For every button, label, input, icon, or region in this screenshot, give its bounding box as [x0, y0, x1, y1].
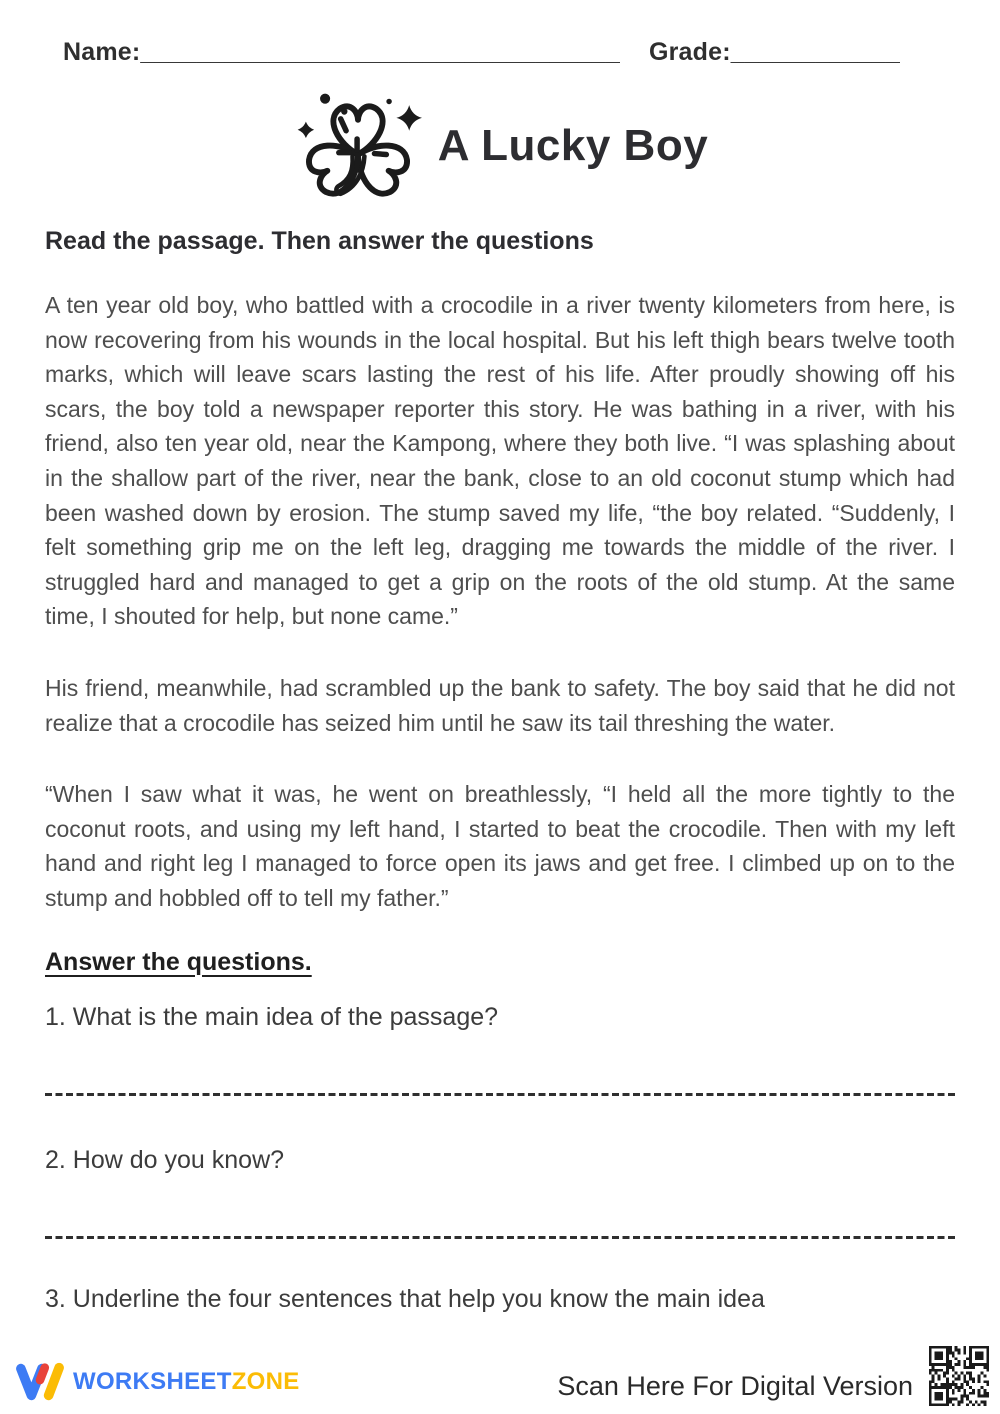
passage-paragraph-3: “When I saw what it was, he went on breathlessly, “I held all the more tightly to the coconut roots, and using my left hand, I started to beat the crocodile. Then with my left hand and right leg I managed to force open its jaws and get free. I climbed up on to the stump and hobbled off to tell my father.” [45, 781, 955, 911]
question-3: 3. Underline the four sentences that help you know the main idea [45, 1284, 765, 1313]
scan-here-text: Scan Here For Digital Version [557, 1371, 913, 1401]
brand-worksheet-label: WORKSHEET [73, 1368, 232, 1395]
answer-questions-heading: Answer the questions. [45, 947, 312, 976]
instruction-heading: Read the passage. Then answer the questions [45, 227, 594, 255]
shamrock-icon [292, 85, 424, 213]
question-2: 2. How do you know? [45, 1145, 285, 1174]
grade-field [649, 38, 900, 67]
answer-line-2 [45, 1236, 955, 1239]
brand-zone-label: ZONE [231, 1368, 300, 1395]
passage [45, 288, 955, 916]
worksheet-zone-w-icon [15, 1360, 65, 1404]
footer [15, 1340, 995, 1412]
brand-text [73, 1368, 300, 1396]
footer-right [557, 1340, 995, 1412]
name-blank-line: __________________________________ [140, 38, 620, 66]
name-field [63, 38, 620, 67]
name-label: Name: [63, 38, 141, 66]
qr-code [923, 1340, 995, 1412]
page-title: A Lucky Boy [437, 121, 709, 170]
title-row [0, 85, 1000, 213]
question-1: 1. What is the main idea of the passage? [45, 1002, 499, 1031]
content [0, 227, 1000, 1315]
worksheet-zone-logo [15, 1360, 300, 1412]
grade-blank-line: ____________ [730, 38, 900, 66]
header [0, 0, 1000, 67]
answer-line-1 [45, 1093, 955, 1096]
grade-label: Grade: [648, 38, 731, 66]
passage-paragraph-1: A ten year old boy, who battled with a crocodile in a river twenty kilometers from here, is now recovering from his wounds in the local hospital. But his left thigh bears twelve tooth marks, which will leave scars lasting the rest of his life. After proudly showing off his scars, the boy told a newspaper reporter this story. He was bathing in a river, with his friend, also ten year old, near the Kampong, where they both live. “I was splashing about in the shallow part of the river, near the bank, close to an old coconut stump which had been washed down by erosion. The stump saved my life, “the boy related. “Suddenly, I felt something grip me on the left leg, dragging me towards the middle of the river. I struggled hard and managed to get a grip on the roots of the old stump. At the same time, I shouted for help, but none came.” [45, 292, 955, 630]
passage-paragraph-2: His friend, meanwhile, had scrambled up the bank to safety. The boy said that he did not realize that a crocodile has seized him until he saw its tail threshing the water. [45, 674, 955, 736]
